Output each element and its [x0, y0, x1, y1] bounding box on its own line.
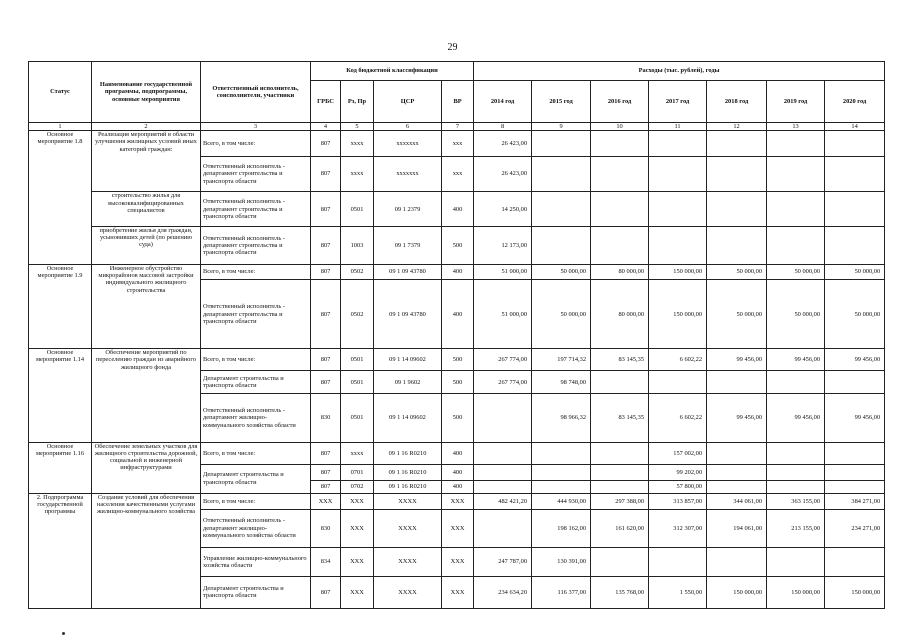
program-name-cell: Инженерное обустройство микрорайонов массовой застройки индивидуального жилищного строительства [92, 265, 201, 349]
responsible-cell: Ответственный исполнитель - департамент строительства и транспорта области [201, 192, 311, 227]
rzpr-cell: хххх [341, 442, 374, 464]
expense-cell [532, 442, 591, 464]
expense-cell [532, 156, 591, 192]
grbs-cell: 830 [311, 394, 341, 442]
grbs-cell: 807 [311, 464, 341, 480]
csr-cell: 09 1 14 09602 [374, 394, 442, 442]
expense-cell [707, 464, 767, 480]
expense-cell: 150 000,00 [649, 280, 707, 349]
rzpr-cell: 0501 [341, 192, 374, 227]
expense-cell [767, 192, 825, 227]
expense-cell: 482 421,20 [474, 493, 532, 509]
expense-cell [591, 226, 649, 264]
expense-cell: 50 000,00 [532, 280, 591, 349]
column-number: 14 [825, 123, 885, 131]
expense-cell: 363 155,00 [767, 493, 825, 509]
rzpr-cell: ХХХ [341, 493, 374, 509]
responsible-cell: Всего, в том числе: [201, 442, 311, 464]
column-number: 5 [341, 123, 374, 131]
expense-cell: 26 423,00 [474, 156, 532, 192]
column-number: 13 [767, 123, 825, 131]
vr-cell: 400 [442, 265, 474, 280]
expense-cell: 198 162,00 [532, 509, 591, 547]
expense-cell [474, 480, 532, 493]
expense-cell: 234 271,00 [825, 509, 885, 547]
vr-cell: ххх [442, 156, 474, 192]
rzpr-cell: 0502 [341, 280, 374, 349]
status-cell: Основное мероприятие 1.8 [29, 131, 92, 265]
expense-cell: 83 145,35 [591, 394, 649, 442]
expense-cell [591, 547, 649, 576]
vr-cell: ХХХ [442, 509, 474, 547]
expense-cell [767, 156, 825, 192]
expense-cell: 98 748,00 [532, 371, 591, 394]
table-row [29, 442, 885, 464]
responsible-cell: Всего, в том числе: [201, 349, 311, 371]
expense-cell [649, 371, 707, 394]
csr-cell: 09 1 16 R0210 [374, 464, 442, 480]
grbs-cell: 807 [311, 371, 341, 394]
vr-cell: 400 [442, 480, 474, 493]
expense-cell [591, 464, 649, 480]
column-number: 6 [374, 123, 442, 131]
expense-cell: 267 774,00 [474, 371, 532, 394]
expense-cell: 83 145,35 [591, 349, 649, 371]
grbs-cell: 807 [311, 349, 341, 371]
responsible-cell: Ответственный исполнитель - департамент жилищно-коммунального хозяйства области [201, 509, 311, 547]
header-grbs: ГРБС [311, 81, 341, 123]
vr-cell: 500 [442, 349, 474, 371]
expense-cell: 313 857,00 [649, 493, 707, 509]
header-name: Наименование государственной программы, подпрограммы, основные мероприятия [92, 62, 201, 123]
expense-cell: 116 377,00 [532, 576, 591, 608]
expense-cell: 150 000,00 [707, 576, 767, 608]
expense-cell: 50 000,00 [825, 265, 885, 280]
grbs-cell: 834 [311, 547, 341, 576]
expense-cell: 1 550,00 [649, 576, 707, 608]
expense-cell [532, 464, 591, 480]
responsible-cell: Ответственный исполнитель - департамент строительства и транспорта области [201, 226, 311, 264]
csr-cell: 09 1 2379 [374, 192, 442, 227]
expense-cell: 50 000,00 [532, 265, 591, 280]
expense-cell: 14 250,00 [474, 192, 532, 227]
expense-cell [767, 131, 825, 156]
page-number: 29 [447, 42, 458, 53]
expense-cell: 213 155,00 [767, 509, 825, 547]
rzpr-cell: 0501 [341, 371, 374, 394]
vr-cell: ХХХ [442, 493, 474, 509]
header-code-group: Код бюджетной классификации [311, 62, 474, 81]
expense-cell: 12 173,00 [474, 226, 532, 264]
responsible-cell: Департамент строительства и транспорта области [201, 464, 311, 493]
expense-cell [825, 464, 885, 480]
rzpr-cell: 1003 [341, 226, 374, 264]
expense-cell: 98 966,32 [532, 394, 591, 442]
vr-cell: 500 [442, 371, 474, 394]
header-year: 2017 год [649, 81, 707, 123]
program-name-cell: Обеспечение земельных участков для жилищного строительства дорожной, социальной и инженерной инфраструктурами [92, 442, 201, 493]
expense-cell: 99 456,00 [707, 349, 767, 371]
expense-cell: 135 768,00 [591, 576, 649, 608]
expense-cell: 194 061,00 [707, 509, 767, 547]
expense-cell: 99 456,00 [767, 394, 825, 442]
status-cell: Основное мероприятие 1.14 [29, 349, 92, 442]
grbs-cell: 807 [311, 480, 341, 493]
csr-cell: 09 1 14 09602 [374, 349, 442, 371]
grbs-cell: 807 [311, 265, 341, 280]
expense-cell [649, 156, 707, 192]
expense-cell: 157 002,00 [649, 442, 707, 464]
expense-cell: 50 000,00 [707, 265, 767, 280]
responsible-cell: Департамент строительства и транспорта области [201, 371, 311, 394]
expense-cell: 99 456,00 [825, 394, 885, 442]
grbs-cell: 807 [311, 131, 341, 156]
program-name-cell: Реализация мероприятий в области улучшения жилищных условий иных категорий граждан: [92, 131, 201, 192]
header-year: 2019 год [767, 81, 825, 123]
expense-cell: 80 000,00 [591, 280, 649, 349]
table-row [29, 226, 885, 264]
header-status: Статус [29, 62, 92, 123]
expense-cell: 51 000,00 [474, 265, 532, 280]
expense-cell: 26 423,00 [474, 131, 532, 156]
responsible-cell: Ответственный исполнитель - департамент строительства и транспорта области [201, 280, 311, 349]
expense-cell [474, 464, 532, 480]
expense-cell [707, 192, 767, 227]
expense-cell [767, 464, 825, 480]
expense-cell: 150 000,00 [825, 576, 885, 608]
column-number: 7 [442, 123, 474, 131]
header-year: 2020 год [825, 81, 885, 123]
expense-cell: 6 602,22 [649, 349, 707, 371]
expense-cell [591, 371, 649, 394]
column-number: 8 [474, 123, 532, 131]
expense-cell: 267 774,00 [474, 349, 532, 371]
expense-cell [707, 371, 767, 394]
header-year: 2018 год [707, 81, 767, 123]
header-year: 2016 год [591, 81, 649, 123]
expense-cell [767, 226, 825, 264]
expense-cell: 234 634,20 [474, 576, 532, 608]
header-expense-group: Расходы (тыс. рублей), годы [474, 62, 885, 81]
expense-cell: 50 000,00 [707, 280, 767, 349]
vr-cell: 500 [442, 226, 474, 264]
rzpr-cell: ХХХ [341, 509, 374, 547]
expense-cell [591, 480, 649, 493]
csr-cell: ХХХХ [374, 493, 442, 509]
expense-cell [649, 131, 707, 156]
header-year: 2014 год [474, 81, 532, 123]
csr-cell: 09 1 7379 [374, 226, 442, 264]
expense-cell [649, 226, 707, 264]
status-cell: Основное мероприятие 1.9 [29, 265, 92, 349]
budget-table [28, 61, 885, 609]
expense-cell [532, 226, 591, 264]
expense-cell: 50 000,00 [825, 280, 885, 349]
expense-cell [767, 480, 825, 493]
header-vr: ВР [442, 81, 474, 123]
csr-cell: 09 1 16 R0210 [374, 442, 442, 464]
expense-cell [825, 442, 885, 464]
responsible-cell: Всего, в том числе: [201, 131, 311, 156]
program-name-cell: Обеспечение мероприятий по переселению граждан из аварийного жилищного фонда [92, 349, 201, 442]
expense-cell: 6 602,22 [649, 394, 707, 442]
expense-cell [825, 371, 885, 394]
table-row [29, 131, 885, 156]
expense-cell [707, 480, 767, 493]
column-number: 11 [649, 123, 707, 131]
expense-cell [825, 156, 885, 192]
vr-cell: ххх [442, 131, 474, 156]
expense-cell: 51 000,00 [474, 280, 532, 349]
expense-cell [707, 547, 767, 576]
vr-cell: 500 [442, 394, 474, 442]
csr-cell: 09 1 09 43780 [374, 280, 442, 349]
table-row [29, 493, 885, 509]
vr-cell: ХХХ [442, 576, 474, 608]
expense-cell: 50 000,00 [767, 265, 825, 280]
rzpr-cell: 0702 [341, 480, 374, 493]
csr-cell: 09 1 9602 [374, 371, 442, 394]
vr-cell: 400 [442, 192, 474, 227]
expense-cell [649, 547, 707, 576]
expense-cell [474, 394, 532, 442]
csr-cell: ххххххх [374, 156, 442, 192]
expense-cell: 99 202,00 [649, 464, 707, 480]
column-number: 10 [591, 123, 649, 131]
rzpr-cell: ХХХ [341, 547, 374, 576]
csr-cell: 09 1 16 R0210 [374, 480, 442, 493]
expense-cell: 312 307,00 [649, 509, 707, 547]
vr-cell: 400 [442, 464, 474, 480]
expense-cell [825, 226, 885, 264]
rzpr-cell: хххх [341, 131, 374, 156]
csr-cell: ХХХХ [374, 576, 442, 608]
status-cell: Основное мероприятие 1.16 [29, 442, 92, 493]
table-row [29, 192, 885, 227]
expense-cell: 57 800,00 [649, 480, 707, 493]
rzpr-cell: 0501 [341, 394, 374, 442]
expense-cell [825, 192, 885, 227]
program-name-cell: строительство жилья для высококвалифицированных специалистов [92, 192, 201, 227]
expense-cell: 297 388,00 [591, 493, 649, 509]
expense-cell: 344 061,00 [707, 493, 767, 509]
expense-cell [825, 480, 885, 493]
grbs-cell: 807 [311, 156, 341, 192]
expense-cell [474, 442, 532, 464]
header-csr: ЦСР [374, 81, 442, 123]
csr-cell: ххххххх [374, 131, 442, 156]
expense-cell [649, 192, 707, 227]
grbs-cell: 830 [311, 509, 341, 547]
responsible-cell: Ответственный исполнитель - департамент жилищно-коммунального хозяйства области [201, 394, 311, 442]
rzpr-cell: хххх [341, 156, 374, 192]
responsible-cell: Ответственный исполнитель - департамент строительства и транспорта области [201, 156, 311, 192]
column-number: 2 [92, 123, 201, 131]
grbs-cell: ХХХ [311, 493, 341, 509]
column-number: 12 [707, 123, 767, 131]
rzpr-cell: ХХХ [341, 576, 374, 608]
column-number: 4 [311, 123, 341, 131]
column-number: 9 [532, 123, 591, 131]
vr-cell: ХХХ [442, 547, 474, 576]
expense-cell: 130 391,00 [532, 547, 591, 576]
grbs-cell: 807 [311, 280, 341, 349]
expense-cell [474, 509, 532, 547]
csr-cell: ХХХХ [374, 547, 442, 576]
vr-cell: 400 [442, 442, 474, 464]
csr-cell: 09 1 09 43780 [374, 265, 442, 280]
rzpr-cell: 0701 [341, 464, 374, 480]
expense-cell [591, 131, 649, 156]
vr-cell: 400 [442, 280, 474, 349]
expense-cell [532, 131, 591, 156]
scan-speck [62, 632, 65, 635]
responsible-cell: Всего, в том числе: [201, 493, 311, 509]
expense-cell: 150 000,00 [767, 576, 825, 608]
expense-cell [591, 192, 649, 227]
rzpr-cell: 0501 [341, 349, 374, 371]
expense-cell [767, 442, 825, 464]
expense-cell [707, 156, 767, 192]
expense-cell [767, 547, 825, 576]
expense-cell: 99 456,00 [707, 394, 767, 442]
expense-cell: 80 000,00 [591, 265, 649, 280]
grbs-cell: 807 [311, 576, 341, 608]
responsible-cell: Управление жилищно-коммунального хозяйства области [201, 547, 311, 576]
expense-cell [707, 131, 767, 156]
expense-cell: 444 930,00 [532, 493, 591, 509]
expense-cell [591, 442, 649, 464]
header-rzpr: Рз, Пр [341, 81, 374, 123]
grbs-cell: 807 [311, 192, 341, 227]
header-year: 2015 год [532, 81, 591, 123]
expense-cell [825, 131, 885, 156]
expense-cell: 197 714,32 [532, 349, 591, 371]
csr-cell: ХХХХ [374, 509, 442, 547]
expense-cell [532, 192, 591, 227]
table-row [29, 265, 885, 280]
column-number: 3 [201, 123, 311, 131]
program-name-cell: Создание условий для обеспечения населения качественными услугами жилищно-коммунального хозяйства [92, 493, 201, 608]
expense-cell: 150 000,00 [649, 265, 707, 280]
grbs-cell: 807 [311, 226, 341, 264]
expense-cell: 384 271,00 [825, 493, 885, 509]
expense-cell: 99 456,00 [825, 349, 885, 371]
header-responsible: Ответственный исполнитель, соисполнители, участники [201, 62, 311, 123]
responsible-cell: Всего, в том числе: [201, 265, 311, 280]
expense-cell: 247 787,00 [474, 547, 532, 576]
expense-cell [825, 547, 885, 576]
expense-cell [767, 371, 825, 394]
column-number: 1 [29, 123, 92, 131]
table-row [29, 349, 885, 371]
program-name-cell: приобретение жилья для граждан, усыновивших детей (по решению суда) [92, 226, 201, 264]
expense-cell [707, 226, 767, 264]
expense-cell: 99 456,00 [767, 349, 825, 371]
rzpr-cell: 0502 [341, 265, 374, 280]
expense-cell [591, 156, 649, 192]
grbs-cell: 807 [311, 442, 341, 464]
responsible-cell: Департамент строительства и транспорта области [201, 576, 311, 608]
expense-cell: 50 000,00 [767, 280, 825, 349]
expense-cell [532, 480, 591, 493]
expense-cell: 161 620,00 [591, 509, 649, 547]
expense-cell [707, 442, 767, 464]
status-cell: 2. Подпрограмма государственной программы [29, 493, 92, 608]
